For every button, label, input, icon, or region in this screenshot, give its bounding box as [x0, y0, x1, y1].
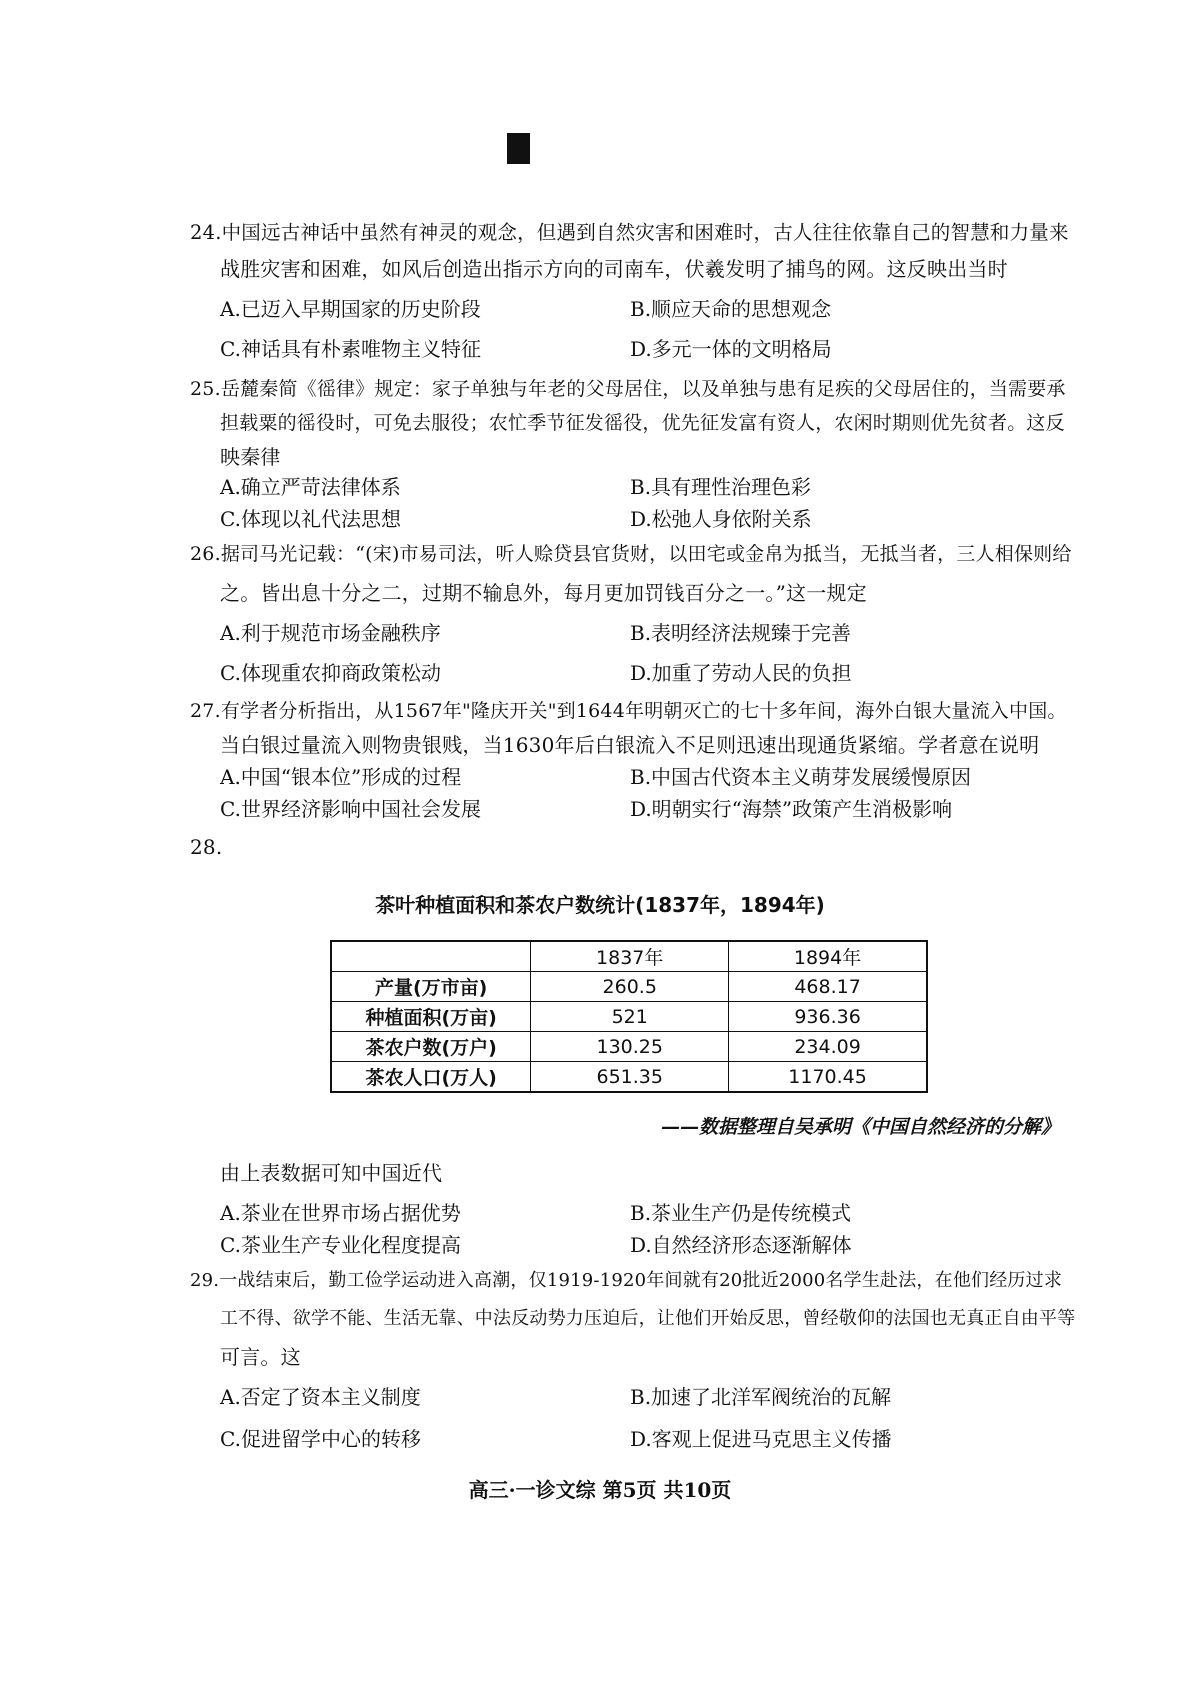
q25-option-a: A.确立严苛法律体系 — [220, 475, 401, 499]
table-row — [331, 1002, 927, 1032]
q27-option-c: C.世界经济影响中国社会发展 — [220, 797, 481, 821]
table-row — [331, 1062, 927, 1093]
q28-option-a: A.茶业在世界市场占据优势 — [220, 1201, 461, 1225]
table-cell: 468.17 — [729, 972, 927, 1002]
table-title: 茶叶种植面积和茶农户数统计(1837年，1894年) — [375, 893, 825, 917]
q25-option-c: C.体现以礼代法思想 — [220, 507, 401, 531]
q27-stem-line-1: 27.有学者分析指出，从1567年"隆庆开关"到1644年明朝灭亡的七十多年间，海外白银大量流入中国。 — [190, 700, 1067, 722]
q28-option-b: B.茶业生产仍是传统模式 — [630, 1201, 852, 1225]
table-row — [331, 1032, 927, 1062]
q29-stem-line-1: 29.一战结束后，勤工俭学运动进入高潮，仅1919-1920年间就有20批近2000名学生赴法，在他们经历过求 — [190, 1270, 1063, 1291]
q24-stem-line-2: 战胜灾害和困难，如风后创造出指示方向的司南车，伏羲发明了捕鸟的网。这反映出当时 — [220, 257, 1008, 281]
table-source: ——数据整理自吴承明《中国自然经济的分解》 — [660, 1116, 1060, 1138]
table-row-label: 产量(万市亩) — [331, 972, 531, 1002]
q26-option-a: A.利于规范市场金融秩序 — [220, 621, 441, 645]
table-row-label: 茶农人口(万人) — [331, 1062, 531, 1093]
q27-stem-line-2: 当白银过量流入则物贵银贱，当1630年后白银流入不足则迅速出现通货紧缩。学者意在说明 — [220, 733, 1040, 757]
table-header-cell: 1894年 — [729, 941, 927, 972]
table-cell: 651.35 — [531, 1062, 729, 1093]
q29-stem-line-3: 可言。这 — [220, 1345, 301, 1369]
q26-option-c: C.体现重农抑商政策松动 — [220, 661, 441, 685]
table-cell: 1170.45 — [729, 1062, 927, 1093]
q29-stem-line-2: 工不得、欲学不能、生活无靠、中法反动势力压迫后，让他们开始反思，曾经敬仰的法国也无真正自由平等 — [220, 1308, 1076, 1329]
q29-option-c: C.促进留学中心的转移 — [220, 1427, 421, 1451]
q28-option-d: D.自然经济形态逐渐解体 — [630, 1233, 852, 1257]
q27-option-b: B.中国古代资本主义萌芽发展缓慢原因 — [630, 765, 972, 789]
table-row-label: 茶农户数(万户) — [331, 1032, 531, 1062]
table-cell: 936.36 — [729, 1002, 927, 1032]
page-marker-square — [507, 133, 530, 164]
table-cell: 260.5 — [531, 972, 729, 1002]
table-cell: 130.25 — [531, 1032, 729, 1062]
q28-stem: 由上表数据可知中国近代 — [220, 1161, 443, 1185]
q28-number: 28. — [190, 835, 223, 859]
q26-stem-line-1: 26.据司马光记载：“(宋)市易司法，听人赊贷县官货财，以田宅或金帛为抵当，无抵当者，三人相保则给 — [190, 543, 1072, 565]
q25-option-b: B.具有理性治理色彩 — [630, 475, 812, 499]
q25-option-d: D.松弛人身依附关系 — [630, 507, 812, 531]
q29-option-d: D.客观上促进马克思主义传播 — [630, 1427, 892, 1451]
q27-option-a: A.中国“银本位”形成的过程 — [220, 765, 462, 789]
table-header-row — [331, 941, 927, 972]
table-cell: 234.09 — [729, 1032, 927, 1062]
q25-stem-line-3: 映秦律 — [220, 445, 281, 469]
q26-stem-line-2: 之。皆出息十分之二，过期不输息外，每月更加罚钱百分之一。”这一规定 — [220, 581, 867, 605]
q24-option-c: C.神话具有朴素唯物主义特征 — [220, 337, 481, 361]
q24-stem-line-1: 24.中国远古神话中虽然有神灵的观念，但遇到自然灾害和困难时，古人往往依靠自己的智慧和力量来 — [190, 221, 1069, 244]
q25-stem-line-2: 担载粟的徭役时，可免去服役；农忙季节征发徭役，优先征发富有资人，农闲时期则优先贫者。这反 — [220, 412, 1065, 434]
table-header-cell: 1837年 — [531, 941, 729, 972]
q26-option-d: D.加重了劳动人民的负担 — [630, 661, 852, 685]
q29-option-b: B.加速了北洋军阀统治的瓦解 — [630, 1385, 892, 1409]
table-header-cell — [331, 941, 531, 972]
q27-option-d: D.明朝实行“海禁”政策产生消极影响 — [630, 797, 953, 821]
page-footer: 高三·一诊文综 第5页 共10页 — [468, 1478, 732, 1502]
q25-stem-line-1: 25.岳麓秦简《徭律》规定：家子单独与年老的父母居住，以及单独与患有足疾的父母居住的，当需要承 — [190, 378, 1066, 400]
q24-option-b: B.顺应天命的思想观念 — [630, 297, 832, 321]
q28-option-c: C.茶业生产专业化程度提高 — [220, 1233, 461, 1257]
table-cell: 521 — [531, 1002, 729, 1032]
q26-option-b: B.表明经济法规臻于完善 — [630, 621, 852, 645]
tea-statistics-table — [330, 940, 928, 1093]
q24-option-a: A.已迈入早期国家的历史阶段 — [220, 297, 481, 321]
q29-option-a: A.否定了资本主义制度 — [220, 1385, 421, 1409]
table-row — [331, 972, 927, 1002]
table-row-label: 种植面积(万亩) — [331, 1002, 531, 1032]
q24-option-d: D.多元一体的文明格局 — [630, 337, 832, 361]
